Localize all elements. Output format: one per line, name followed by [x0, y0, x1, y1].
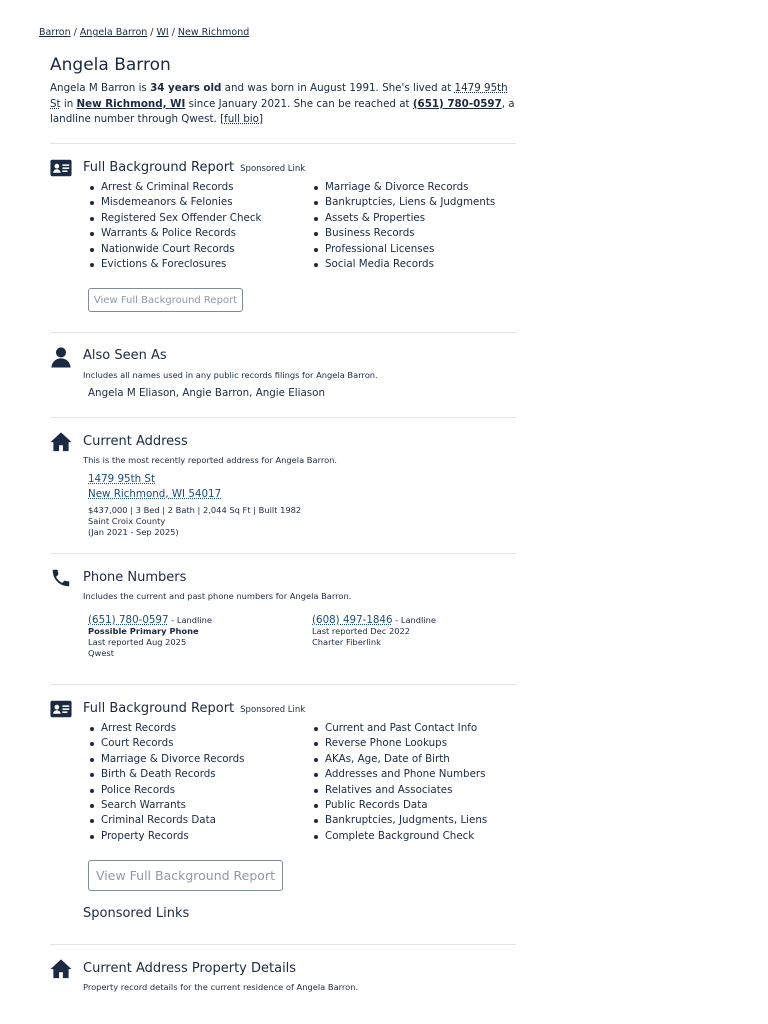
phone-type: - Landline — [168, 615, 213, 625]
report-list-item: Business Records — [312, 226, 495, 241]
phone-number-link[interactable]: (608) 497-1846 — [312, 614, 393, 626]
report-list-item: Registered Sex Offender Check — [88, 211, 261, 226]
address-details: $437,000 | 3 Bed | 2 Bath | 2,044 Sq Ft | Built 1982 — [88, 505, 302, 515]
report-list-right — [312, 721, 487, 844]
person-icon — [50, 346, 72, 368]
property-subtitle: Property record details for the current residence of Angela Barron. — [83, 982, 359, 992]
report-list-item: Evictions & Foreclosures — [88, 257, 261, 272]
report-list-item: Public Records Data — [312, 798, 487, 813]
report-list-item: Police Records — [88, 783, 245, 798]
phone-last-reported: Last reported Aug 2025 — [88, 637, 187, 647]
property-section-title: Current Address Property Details — [83, 961, 297, 976]
bio-text: since January 2021. She can be reached at — [185, 97, 413, 110]
page-title: Angela Barron — [50, 55, 171, 75]
report-list-item: Relatives and Associates — [312, 783, 487, 798]
report-list-item: Addresses and Phone Numbers — [312, 767, 487, 782]
view-full-report-button[interactable]: View Full Background Report — [88, 288, 243, 312]
report-title: Full Background Report — [83, 701, 235, 716]
breadcrumb-separator: / — [171, 27, 175, 38]
report-list-item: Current and Past Contact Info — [312, 721, 487, 736]
address-county: Saint Croix County — [88, 516, 166, 526]
bio-text: Angela M Barron is — [50, 82, 151, 94]
report-list-item: Birth & Death Records — [88, 767, 245, 782]
phones-subtitle: Includes the current and past phone numbers for Angela Barron. — [83, 591, 352, 601]
report-list-item: Criminal Records Data — [88, 813, 245, 828]
report-list-item: Warrants & Police Records — [88, 226, 261, 241]
phone-entry — [88, 608, 212, 627]
divider — [50, 143, 516, 144]
report-list-item: Reverse Phone Lookups — [312, 736, 487, 751]
phone-carrier: Qwest — [88, 648, 114, 658]
sponsored-label: Sponsored Link — [240, 705, 306, 715]
phone-icon — [50, 567, 72, 589]
report-list-left — [88, 721, 245, 844]
breadcrumb — [39, 27, 249, 38]
aka-names: Angela M Eliason, Angie Barron, Angie Eliason — [88, 387, 325, 399]
divider — [50, 944, 516, 945]
bio-phone-link[interactable]: (651) 780-0597 — [412, 97, 502, 110]
report-list-item: Property Records — [88, 829, 245, 844]
phone-primary-label: Possible Primary Phone — [88, 626, 199, 636]
address-section-title: Current Address — [83, 434, 188, 449]
report-list-item: Arrest Records — [88, 721, 245, 736]
breadcrumb-link-city[interactable]: New Richmond — [177, 27, 250, 38]
home-icon — [50, 431, 72, 453]
report-section-title — [83, 160, 305, 175]
report-list-item: Marriage & Divorce Records — [88, 752, 245, 767]
address-city-link[interactable]: New Richmond, WI 54017 — [88, 488, 222, 500]
report-list-item: Complete Background Check — [312, 829, 487, 844]
divider — [50, 553, 516, 554]
report-title: Full Background Report — [83, 160, 235, 175]
bio-text: in — [60, 97, 77, 110]
report-list-item: Misdemeanors & Felonies — [88, 195, 261, 210]
phone-type: - Landline — [392, 615, 437, 625]
report-list-item: Marriage & Divorce Records — [312, 180, 495, 195]
sponsored-links-title: Sponsored Links — [83, 906, 190, 921]
full-bio-link[interactable]: [full bio] — [220, 113, 263, 125]
phone-last-reported: Last reported Dec 2022 — [312, 626, 411, 636]
aka-section-title: Also Seen As — [83, 348, 167, 363]
bio-text: , a landline number through Qwest. — [50, 97, 515, 125]
divider — [50, 332, 516, 333]
breadcrumb-separator: / — [73, 27, 77, 38]
bio-age: 34 years old — [150, 82, 222, 94]
id-card-icon — [50, 698, 72, 720]
divider — [50, 684, 516, 685]
sponsored-label: Sponsored Link — [240, 164, 306, 174]
divider — [50, 417, 516, 418]
address-subtitle: This is the most recently reported address for Angela Barron. — [83, 455, 338, 465]
report-list-item: Bankruptcies, Liens & Judgments — [312, 195, 495, 210]
address-street-link[interactable]: 1479 95th St — [88, 473, 155, 485]
phone-entry — [312, 608, 436, 627]
phones-section-title: Phone Numbers — [83, 570, 187, 585]
bio-street-link[interactable]: 1479 95th St — [50, 82, 508, 110]
report-list-item: Court Records — [88, 736, 245, 751]
report-list-item: Professional Licenses — [312, 242, 495, 257]
home-icon — [50, 958, 72, 980]
bio-text: and was born in August 1991. She's lived at — [221, 82, 455, 94]
breadcrumb-link-state[interactable]: WI — [156, 27, 169, 38]
breadcrumb-separator: / — [150, 27, 154, 38]
report-list-item: Assets & Properties — [312, 211, 495, 226]
report-list-item: Social Media Records — [312, 257, 495, 272]
report-list-item: Arrest & Criminal Records — [88, 180, 261, 195]
bio-city-link[interactable]: New Richmond, WI — [76, 97, 186, 110]
phone-number-link[interactable]: (651) 780-0597 — [88, 614, 169, 626]
report-list-right — [312, 180, 495, 272]
phone-carrier: Charter Fiberlink — [312, 637, 381, 647]
aka-subtitle: Includes all names used in any public records filings for Angela Barron. — [83, 370, 378, 380]
report-list-item: Nationwide Court Records — [88, 242, 261, 257]
report-list-item: AKAs, Age, Date of Birth — [312, 752, 487, 767]
report-list-left — [88, 180, 261, 272]
person-bio — [50, 81, 516, 128]
report-list-item: Search Warrants — [88, 798, 245, 813]
view-full-report-button[interactable]: View Full Background Report — [88, 860, 283, 891]
report-list-item: Bankruptcies, Judgments, Liens — [312, 813, 487, 828]
id-card-icon — [50, 157, 72, 179]
address-dates: (Jan 2021 - Sep 2025) — [88, 527, 179, 537]
breadcrumb-link-person[interactable]: Angela Barron — [79, 27, 148, 38]
report-section-title — [83, 701, 305, 716]
breadcrumb-link-surname[interactable]: Barron — [39, 27, 71, 38]
